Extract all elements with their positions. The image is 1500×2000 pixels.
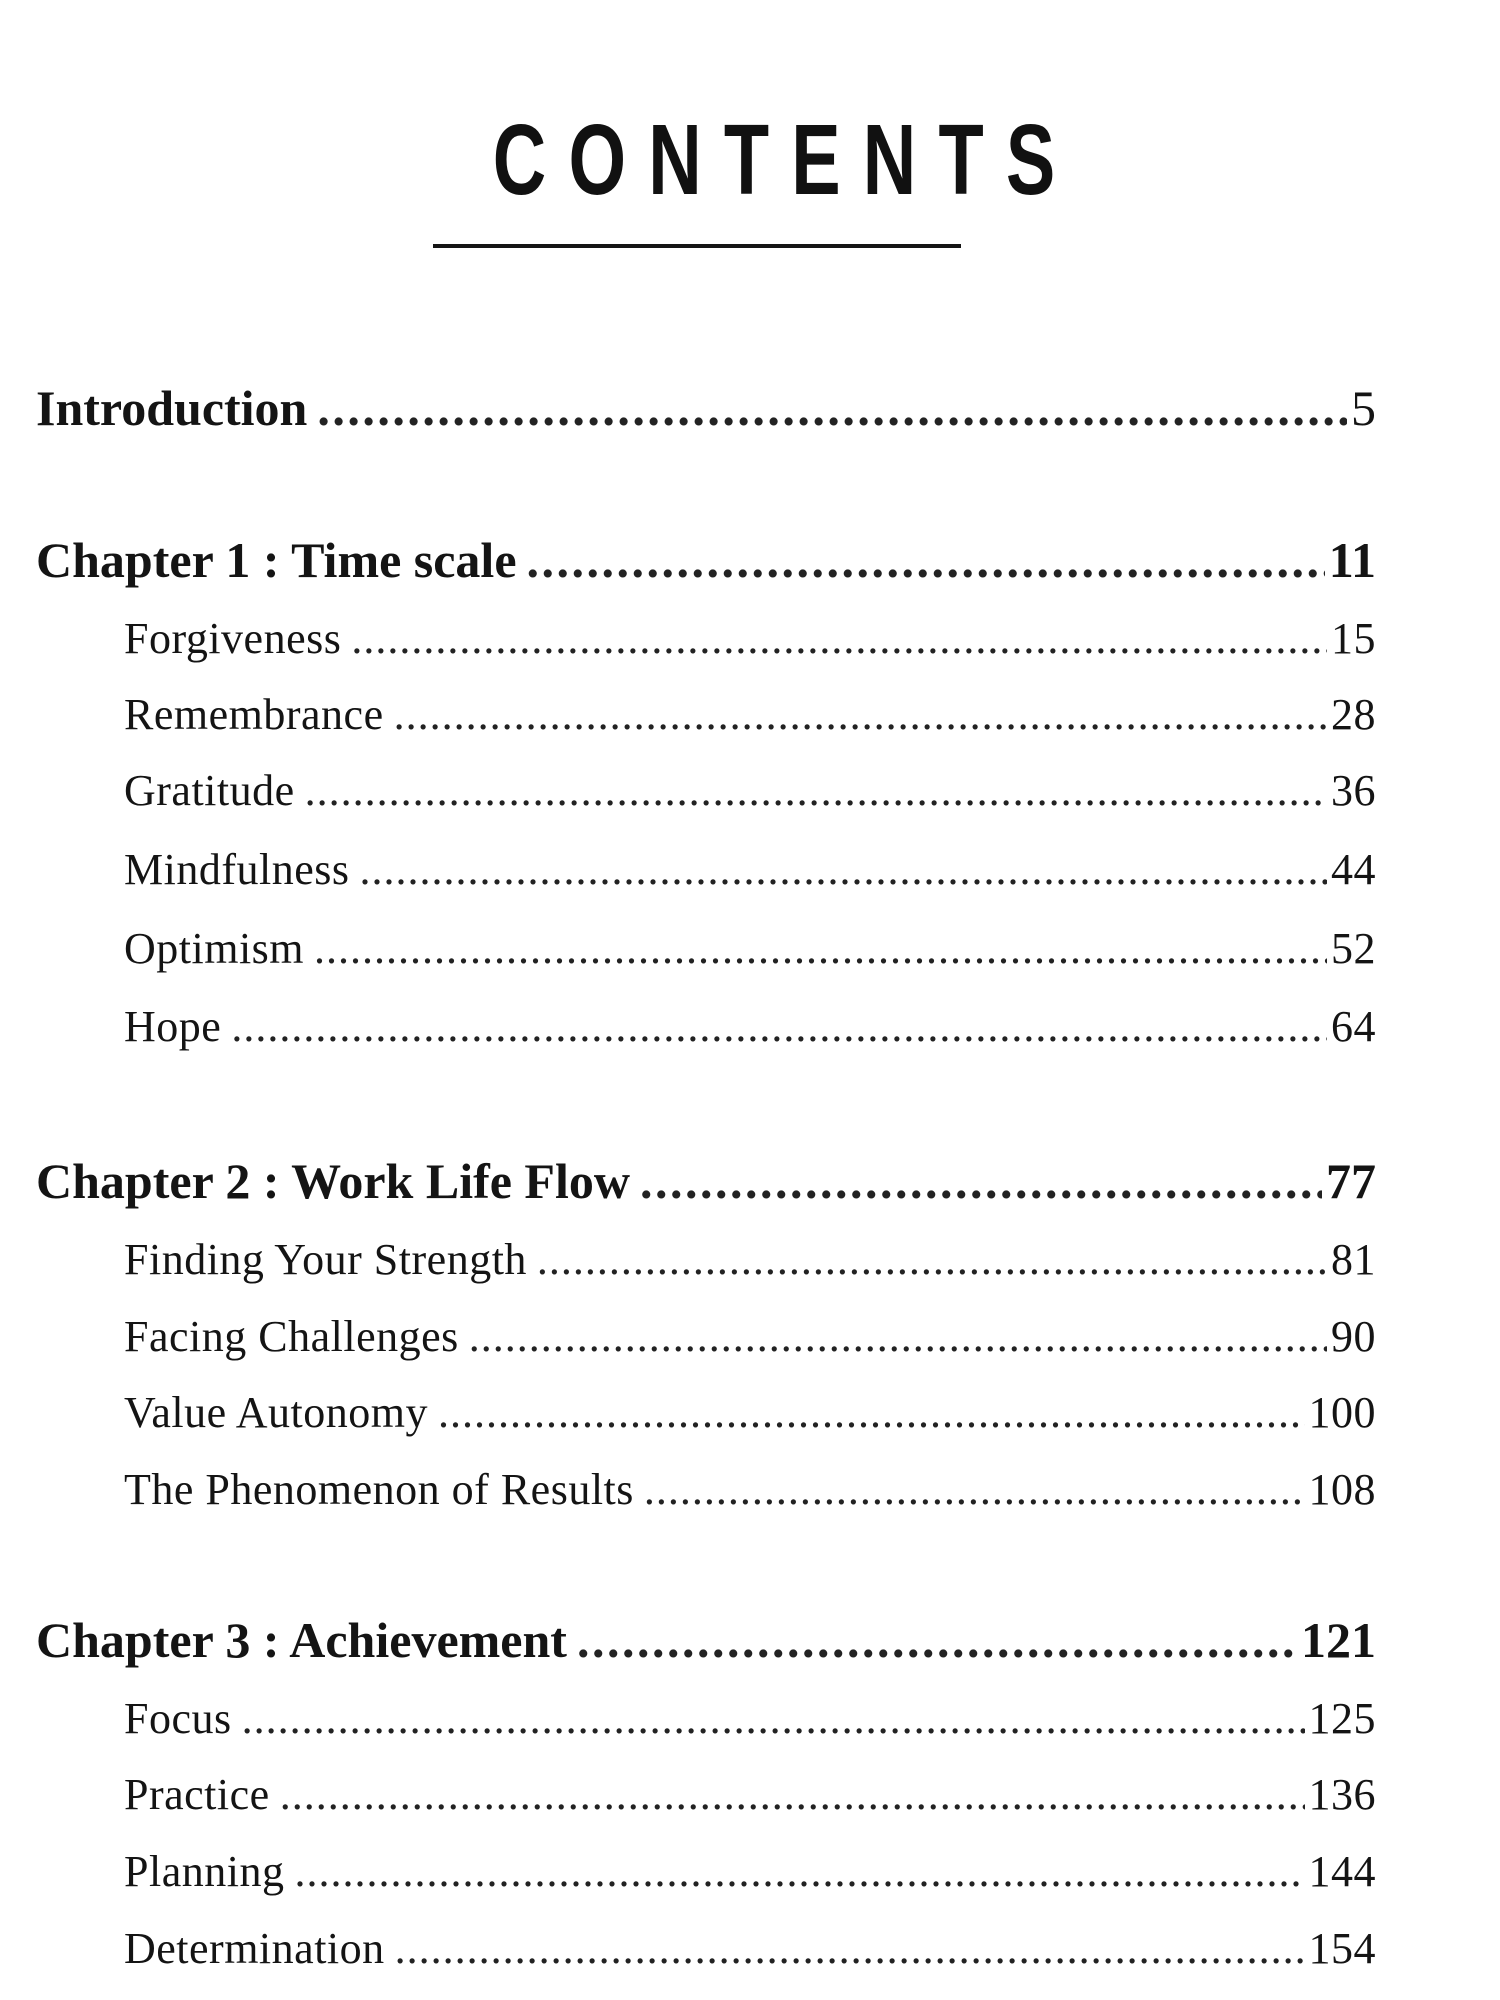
toc-section-value-autonomy[interactable]	[124, 1386, 1376, 1440]
toc-section-page: 136	[1308, 1770, 1376, 1819]
dot-leader	[469, 1310, 1327, 1364]
toc-section-title: Focus	[124, 1694, 232, 1743]
toc-entry-introduction[interactable]	[36, 378, 1376, 438]
toc-chapter-3[interactable]	[36, 1610, 1376, 1670]
dot-leader	[395, 1922, 1305, 1976]
toc-section-page: 81	[1331, 1235, 1376, 1284]
dot-leader	[305, 764, 1327, 818]
toc-section-page: 36	[1331, 766, 1376, 815]
dot-leader	[231, 1000, 1327, 1054]
dot-leader	[527, 530, 1325, 590]
dot-leader	[577, 1610, 1297, 1670]
page-title: CONTENTS	[492, 104, 1078, 216]
toc-section-page: 154	[1308, 1924, 1376, 1973]
toc-section-forgiveness[interactable]	[124, 612, 1376, 666]
toc-section-title: Forgiveness	[124, 614, 342, 663]
toc-chapter-title: Chapter 3 : Achievement	[36, 1612, 567, 1668]
toc-section-page: 15	[1331, 614, 1376, 663]
toc-section-page: 125	[1308, 1694, 1376, 1743]
toc-section-title: The Phenomenon of Results	[124, 1465, 634, 1514]
toc-section-phenomenon-of-results[interactable]	[124, 1463, 1376, 1517]
toc-section-practice[interactable]	[124, 1768, 1376, 1822]
toc-section-page: 64	[1331, 1002, 1376, 1051]
toc-section-title: Gratitude	[124, 766, 295, 815]
toc-section-page: 44	[1331, 845, 1376, 894]
toc-section-title: Optimism	[124, 924, 305, 973]
toc-section-title: Remembrance	[124, 690, 384, 739]
toc-section-title: Mindfulness	[124, 845, 350, 894]
toc-chapter-title: Chapter 2 : Work Life Flow	[36, 1153, 630, 1209]
toc-section-gratitude[interactable]	[124, 764, 1376, 818]
toc-chapter-page: 77	[1326, 1153, 1376, 1209]
toc-chapter-page: 11	[1328, 532, 1376, 588]
toc-section-title: Hope	[124, 1002, 222, 1051]
toc-section-optimism[interactable]	[124, 922, 1376, 976]
toc-section-mindfulness[interactable]	[124, 843, 1376, 897]
toc-section-title: Determination	[124, 1924, 385, 1973]
toc-section-title: Practice	[124, 1770, 270, 1819]
dot-leader	[314, 922, 1327, 976]
dot-leader	[294, 1845, 1304, 1899]
toc-section-page: 100	[1308, 1388, 1376, 1437]
toc-section-determination[interactable]	[124, 1922, 1376, 1976]
toc-section-page: 144	[1308, 1847, 1376, 1896]
toc-section-remembrance[interactable]	[124, 688, 1376, 742]
toc-chapter-page: 121	[1301, 1612, 1376, 1668]
toc-section-hope[interactable]	[124, 1000, 1376, 1054]
toc-section-title: Planning	[124, 1847, 285, 1896]
dot-leader	[242, 1692, 1305, 1746]
toc-section-title: Facing Challenges	[124, 1312, 459, 1361]
toc-chapter-1[interactable]	[36, 530, 1376, 590]
toc-section-focus[interactable]	[124, 1692, 1376, 1746]
toc-section-title: Value Autonomy	[124, 1388, 428, 1437]
dot-leader	[360, 843, 1328, 897]
dot-leader	[394, 688, 1327, 742]
toc-section-planning[interactable]	[124, 1845, 1376, 1899]
dot-leader	[640, 1151, 1322, 1211]
toc-chapter-2[interactable]	[36, 1151, 1376, 1211]
dot-leader	[280, 1768, 1305, 1822]
toc-section-title: Finding Your Strength	[124, 1235, 527, 1284]
toc-entry-page: 5	[1351, 380, 1376, 436]
toc-section-facing-challenges[interactable]	[124, 1310, 1376, 1364]
toc-chapter-title: Chapter 1 : Time scale	[36, 532, 517, 588]
dot-leader	[351, 612, 1327, 666]
toc-section-page: 90	[1331, 1312, 1376, 1361]
toc-section-finding-your-strength[interactable]	[124, 1233, 1376, 1287]
toc-section-page: 108	[1308, 1465, 1376, 1514]
toc-entry-title: Introduction	[36, 380, 308, 436]
toc-section-page: 28	[1331, 690, 1376, 739]
dot-leader	[644, 1463, 1305, 1517]
dot-leader	[438, 1386, 1305, 1440]
dot-leader	[537, 1233, 1327, 1287]
toc-section-page: 52	[1331, 924, 1376, 973]
dot-leader	[317, 378, 1347, 438]
